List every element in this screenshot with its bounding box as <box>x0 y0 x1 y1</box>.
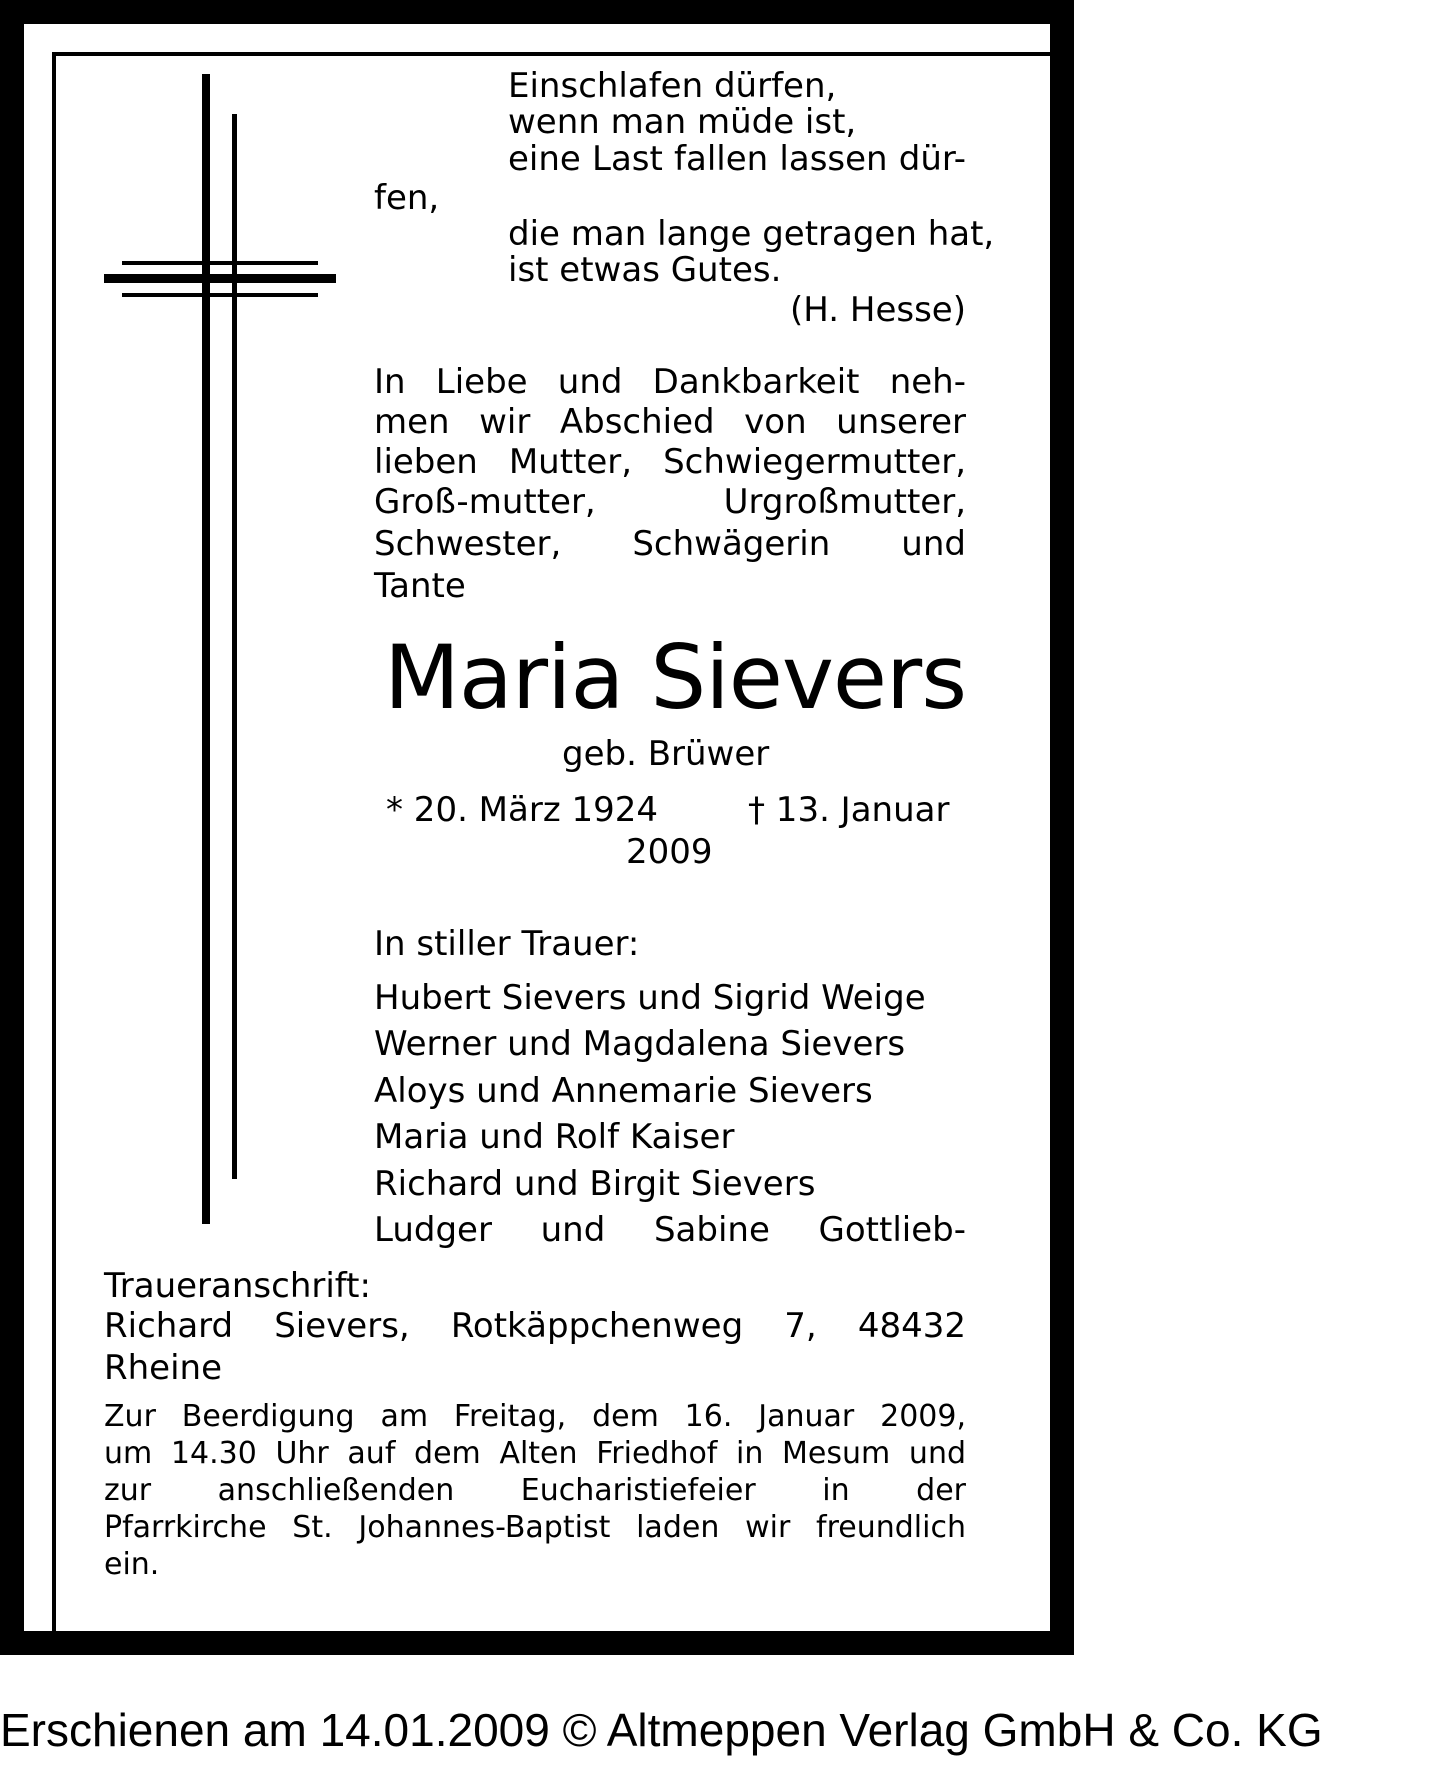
poem-author: (H. Hesse) <box>790 290 966 330</box>
poem-line: ist etwas Gutes. <box>508 250 782 290</box>
intro-line: Tante <box>374 566 466 606</box>
funeral-line: ein. <box>104 1547 160 1582</box>
intro-line: In Liebe und Dankbarkeit neh- <box>374 362 966 402</box>
intro-line: men wir Abschied von unserer <box>374 402 966 442</box>
deceased-name: Maria Sievers <box>384 626 967 729</box>
cross-icon <box>104 74 336 1224</box>
funeral-line: um 14.30 Uhr auf dem Alten Friedhof in Mesum und <box>104 1436 966 1471</box>
death-year: 2009 <box>626 832 713 872</box>
mourner-line: Hubert Sievers und Sigrid Weige <box>374 978 926 1018</box>
mourner-line: Werner und Magdalena Sievers <box>374 1024 906 1064</box>
mourner-line: Ludger und Sabine Gottlieb- <box>374 1210 966 1250</box>
funeral-line: zur anschließenden Eucharistiefeier in der <box>104 1473 966 1508</box>
intro-line: lieben Mutter, Schwiegermutter, <box>374 442 966 482</box>
address-line: Rheine <box>104 1348 223 1388</box>
intro-line: Groß-mutter, Urgroßmutter, <box>374 482 966 522</box>
mourner-line: Aloys und Annemarie Sievers <box>374 1071 873 1111</box>
mourner-line: Richard und Birgit Sievers <box>374 1164 816 1204</box>
funeral-line: Zur Beerdigung am Freitag, dem 16. Januar 2009, <box>104 1399 966 1434</box>
poem-line: die man lange getragen hat, <box>508 214 995 254</box>
death-date: † 13. Januar <box>748 790 950 830</box>
birth-date: * 20. März 1924 <box>386 790 659 830</box>
poem-line: eine Last fallen lassen dür- <box>508 139 966 179</box>
mourner-line: Maria und Rolf Kaiser <box>374 1117 735 1157</box>
maiden-name: geb. Brüwer <box>562 734 770 774</box>
address-label: Traueranschrift: <box>104 1266 371 1306</box>
poem-line: wenn man müde ist, <box>508 102 857 142</box>
address-line: Richard Sievers, Rotkäppchenweg 7, 48432 <box>104 1306 966 1346</box>
intro-line: Schwester, Schwägerin und <box>374 524 966 564</box>
poem-line: fen, <box>374 178 440 218</box>
funeral-line: Pfarrkirche St. Johannes-Baptist laden wir freundlich <box>104 1510 966 1545</box>
publication-footer: Erschienen am 14.01.2009 © Altmeppen Verlag GmbH & Co. KG <box>0 1704 1323 1756</box>
poem-line: Einschlafen dürfen, <box>508 66 837 106</box>
mourners-heading: In stiller Trauer: <box>374 924 640 964</box>
